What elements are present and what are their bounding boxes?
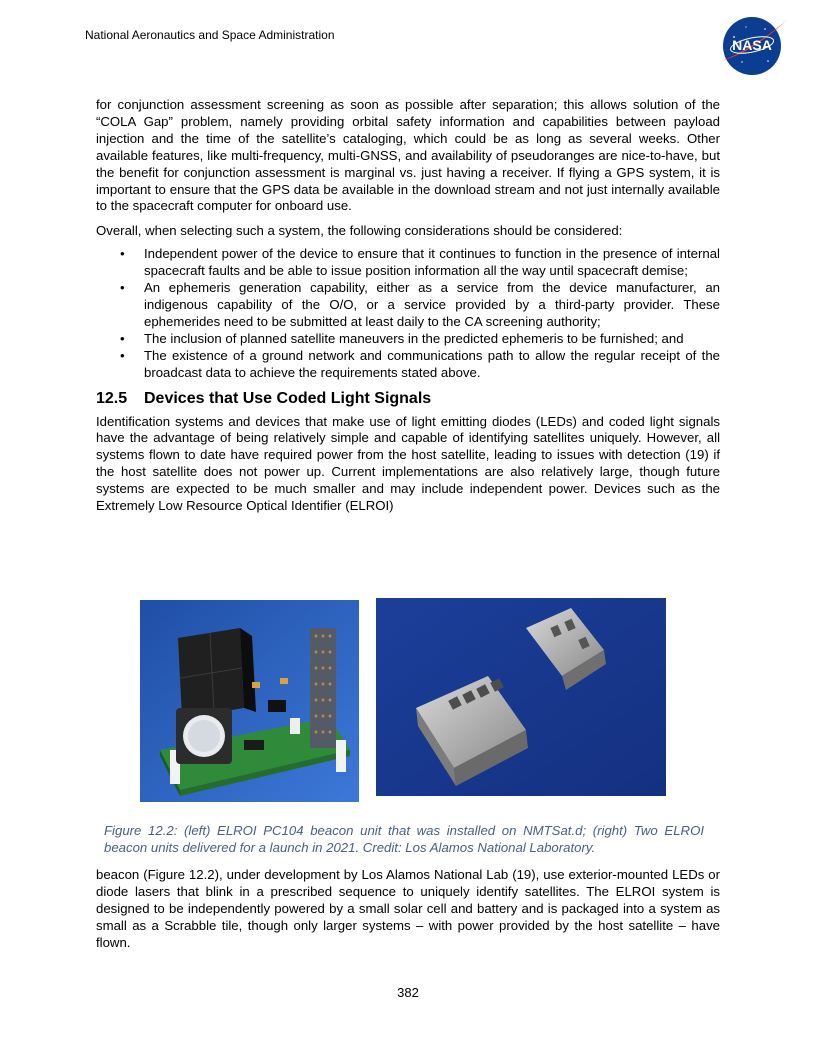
considerations-list [96,246,720,381]
paragraph-elroi-beacon: beacon (Figure 12.2), under development by Los Alamos National Lab (19), use exterior-mounted LEDs or diode lasers that blink in a prescribed sequence to uniquely identify satellites. The ELROI system is designed to be independently powered by a small solar cell and battery and is packaged into a system as small as a Scrabble tile, though only larger systems – with power provided by the host satellite – have flown. [96,867,720,950]
elroi-pc104-photo [140,600,359,802]
nasa-logo [720,15,790,77]
paragraph-coded-light: Identification systems and devices that make use of light emitting diodes (LEDs) and coded light signals have the advantage of being relatively simple and capable of identifying satellites uniquely. However, all systems flown to date have required power from the host satellite, leading to issues with detection (19) if the host satellite does not power up. Current implementations are also relatively large, though future systems are expected to be much smaller and may include independent power. Devices such as the Extremely Low Resource Optical Identifier (ELROI) [96,413,720,514]
header-organization: National Aeronautics and Space Administration [85,28,335,42]
section-heading [96,389,720,409]
elroi-beacon-units-photo [376,598,666,796]
section-number: 12.5 [96,389,128,407]
page-number: 382 [397,985,419,1000]
list-item: • An ephemeris generation capability, either as a service from the device manufacturer, an indigenous capability of the O/O, or a service provided by a third-party provider. These ephemerides need to be submitted at least daily to the CA screening authority; [96,280,720,331]
list-item: • Independent power of the device to ensure that it continues to function in the presence of internal spacecraft faults and be able to issue position information all the way until spacecraft demise; [96,246,720,280]
nasa-logo-text: NASA [732,37,772,53]
main-content [96,97,720,515]
paragraph-cola-gap: for conjunction assessment screening as soon as possible after separation; this allows solution of the “COLA Gap” problem, namely providing orbital safety information and capabilities between payload injection and the time of the satellite’s cataloging, which could be as long as several weeks. Other available features, like multi-frequency, multi-GNSS, and availability of pseudoranges are nice-to-have, but the benefit for conjunction assessment is marginal vs. just having a receiver. If flying a GPS system, it is important to ensure that the GPS data be available in the download stream and not just internally available to the spacecraft computer for onboard use. [96,97,720,214]
figure-caption: Figure 12.2: (left) ELROI PC104 beacon unit that was installed on NMTSat.d; (right) Two ELROI beacon units delivered for a launch in 2021. Credit: Los Alamos National Laboratory. [104,823,704,855]
list-item: • The inclusion of planned satellite maneuvers in the predicted ephemeris to be furnished; and [96,331,720,348]
list-item: • The existence of a ground network and communications path to allow the regular receipt of the broadcast data to achieve the requirements stated above. [96,348,720,382]
paragraph-considerations-intro: Overall, when selecting such a system, the following considerations should be considered: [96,223,623,239]
figure-12-2 [140,598,668,802]
section-title: Devices that Use Coded Light Signals [144,389,432,407]
